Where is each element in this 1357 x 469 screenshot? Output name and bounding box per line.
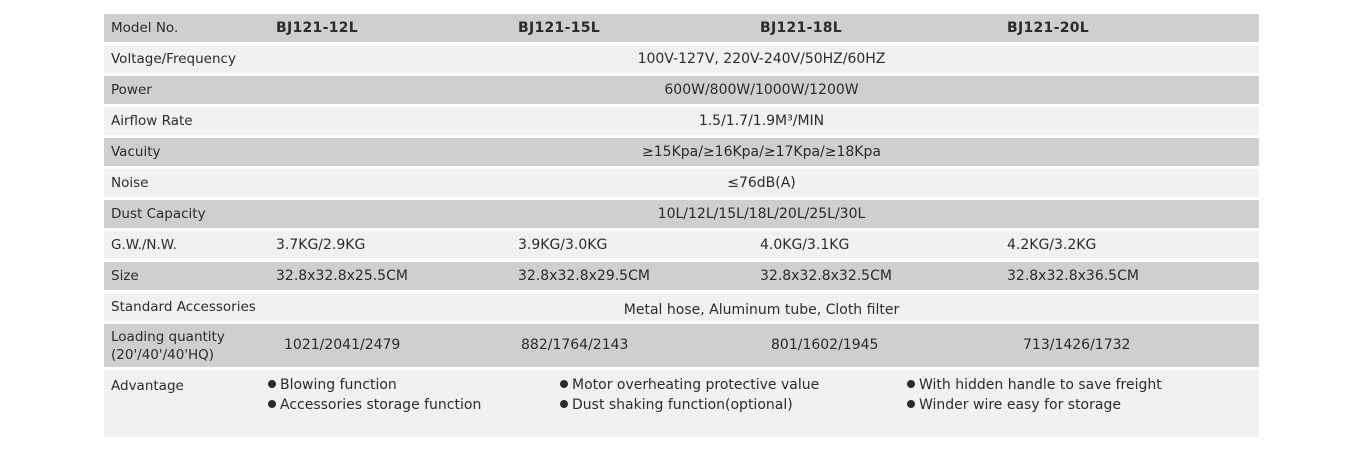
row-power — [104, 76, 1259, 107]
advantage-item — [907, 375, 1162, 395]
advantage-group-2 — [560, 375, 819, 415]
weight-col-2: 3.9KG/3.0KG — [518, 237, 608, 253]
vacuity-label: Vacuity — [111, 144, 161, 160]
dust-value: 10L/12L/15L/18L/20L/25L/30L — [657, 206, 866, 222]
voltage-value: 100V-127V, 220V-240V/50HZ/60HZ — [637, 51, 886, 67]
loading-label-line1: Loading quantity — [111, 329, 225, 345]
advantage-item — [268, 375, 481, 395]
advantage-item — [907, 395, 1162, 415]
row-advantage — [104, 370, 1259, 437]
advantage-label: Advantage — [111, 378, 184, 394]
model-col-4: BJ121-20L — [1007, 20, 1090, 36]
row-noise — [104, 169, 1259, 200]
model-label: Model No. — [111, 20, 179, 36]
voltage-label: Voltage/Frequency — [111, 51, 236, 67]
model-col-1: BJ121-12L — [276, 20, 359, 36]
loading-col-2: 882/1764/2143 — [521, 337, 629, 353]
row-loading — [104, 324, 1259, 370]
bullet-icon — [907, 400, 915, 408]
row-dust-capacity — [104, 200, 1259, 231]
weight-col-1: 3.7KG/2.9KG — [276, 237, 366, 253]
dust-label: Dust Capacity — [111, 206, 206, 222]
size-label: Size — [111, 268, 139, 284]
advantage-text: Winder wire easy for storage — [919, 397, 1121, 413]
advantage-item — [268, 395, 481, 415]
noise-value: ≤76dB(A) — [727, 175, 796, 191]
airflow-label: Airflow Rate — [111, 113, 193, 129]
weight-label: G.W./N.W. — [111, 237, 177, 253]
loading-label-line2: (20'/40'/40'HQ) — [111, 347, 215, 363]
advantage-group-3 — [907, 375, 1162, 415]
advantage-text: Blowing function — [280, 377, 397, 393]
accessories-value: Metal hose, Aluminum tube, Cloth filter — [623, 302, 900, 318]
size-col-2: 32.8x32.8x29.5CM — [518, 268, 650, 284]
weight-col-4: 4.2KG/3.2KG — [1007, 237, 1097, 253]
loading-label — [111, 328, 225, 364]
row-model — [104, 14, 1259, 45]
vacuity-value: ≥15Kpa/≥16Kpa/≥17Kpa/≥18Kpa — [642, 144, 881, 160]
advantage-item — [560, 375, 819, 395]
loading-col-3: 801/1602/1945 — [771, 337, 879, 353]
bullet-icon — [907, 380, 915, 388]
advantage-text: Dust shaking function(optional) — [572, 397, 793, 413]
weight-col-3: 4.0KG/3.1KG — [760, 237, 850, 253]
advantage-item — [560, 395, 819, 415]
loading-col-1: 1021/2041/2479 — [284, 337, 401, 353]
power-label: Power — [111, 82, 152, 98]
size-col-3: 32.8x32.8x32.5CM — [760, 268, 892, 284]
model-col-2: BJ121-15L — [518, 20, 601, 36]
row-accessories — [104, 293, 1259, 324]
accessories-label: Standard Accessories — [111, 299, 256, 315]
power-value: 600W/800W/1000W/1200W — [664, 82, 859, 98]
bullet-icon — [268, 380, 276, 388]
advantage-text: Motor overheating protective value — [572, 377, 820, 393]
bullet-icon — [268, 400, 276, 408]
row-voltage — [104, 45, 1259, 76]
loading-col-4: 713/1426/1732 — [1023, 337, 1131, 353]
advantage-group-1 — [268, 375, 481, 415]
bullet-icon — [560, 380, 568, 388]
row-weight — [104, 231, 1259, 262]
row-size — [104, 262, 1259, 293]
size-col-4: 32.8x32.8x36.5CM — [1007, 268, 1139, 284]
advantage-text: With hidden handle to save freight — [919, 377, 1162, 393]
bullet-icon — [560, 400, 568, 408]
noise-label: Noise — [111, 175, 149, 191]
advantage-text: Accessories storage function — [280, 397, 482, 413]
size-col-1: 32.8x32.8x25.5CM — [276, 268, 408, 284]
row-vacuity — [104, 138, 1259, 169]
model-col-3: BJ121-18L — [760, 20, 843, 36]
row-airflow — [104, 107, 1259, 138]
spec-table — [104, 14, 1259, 437]
airflow-value: 1.5/1.7/1.9M³/MIN — [698, 113, 825, 129]
